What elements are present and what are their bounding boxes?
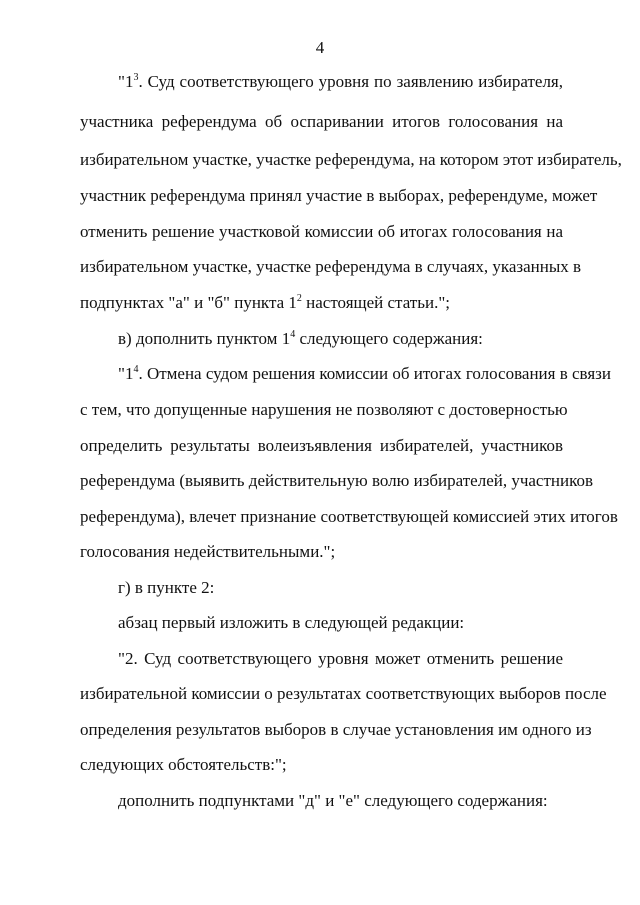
text-segment: следующего содержания: <box>295 329 483 348</box>
text-segment: избирательном участке, участке референдума в случаях, указанных в <box>80 257 582 276</box>
text-line <box>118 649 563 669</box>
text-segment: с тем, что допущенные нарушения не позволяют с достоверностью <box>80 400 568 419</box>
text-segment: референдума), влечет признание соответствующей комиссией этих итогов <box>80 507 618 526</box>
text-segment: определения результатов выборов в случае установления им одного из <box>80 720 592 739</box>
text-line <box>118 72 563 92</box>
text-line <box>80 112 563 132</box>
text-line <box>80 222 563 242</box>
text-segment: дополнить подпунктами "д" и "е" следующего содержания: <box>118 791 548 810</box>
text-segment: г) в пункте 2: <box>118 578 215 597</box>
text-segment: избирательном участке, участке референдума, на котором этот избиратель, <box>80 150 622 169</box>
page-number: 4 <box>315 38 325 57</box>
superscript: 3 <box>133 72 139 83</box>
text-segment: отменить решение участковой комиссии об итогах голосования на <box>80 222 563 241</box>
superscript: 2 <box>296 293 302 304</box>
text-line <box>80 507 618 527</box>
text-segment: следующих обстоятельств:"; <box>80 755 287 774</box>
text-line <box>80 684 607 704</box>
text-line <box>118 791 563 811</box>
text-segment: "1 <box>118 72 134 91</box>
text-line <box>80 186 598 206</box>
text-segment: в) дополнить пунктом 1 <box>118 329 291 348</box>
text-line <box>80 400 568 420</box>
text-segment: . Суд соответствующего уровня по заявлению избирателя, <box>138 72 563 91</box>
text-segment: подпунктах "а" и "б" пункта 1 <box>80 293 297 312</box>
text-line <box>80 542 563 562</box>
text-line <box>80 436 563 456</box>
text-line <box>80 471 594 491</box>
text-segment: голосования недействительными."; <box>80 542 336 561</box>
text-segment: абзац первый изложить в следующей редакции: <box>118 613 465 632</box>
text-segment: "2. Суд соответствующего уровня может отменить решение <box>118 649 563 668</box>
text-segment: . Отмена судом решения комиссии об итогах голосования в связи <box>138 364 611 383</box>
text-segment: участник референдума принял участие в выборах, референдуме, может <box>80 186 598 205</box>
text-segment: определить результаты волеизъявления избирателей, участников <box>80 436 563 455</box>
text-segment: референдума (выявить действительную волю избирателей, участников <box>80 471 594 490</box>
text-segment: "1 <box>118 364 134 383</box>
text-line <box>80 150 622 170</box>
text-segment: настоящей статьи."; <box>301 293 450 312</box>
text-line <box>118 578 563 598</box>
text-line <box>118 613 563 633</box>
superscript: 4 <box>290 329 296 340</box>
text-line <box>80 293 563 313</box>
superscript: 4 <box>133 364 139 375</box>
text-line <box>80 257 582 277</box>
text-line <box>118 364 611 384</box>
text-segment: избирательной комиссии о результатах соответствующих выборов после <box>80 684 607 703</box>
text-line <box>118 329 563 349</box>
text-line <box>80 755 563 775</box>
text-line <box>80 720 592 740</box>
text-segment: участника референдума об оспаривании итогов голосования на <box>80 112 563 131</box>
